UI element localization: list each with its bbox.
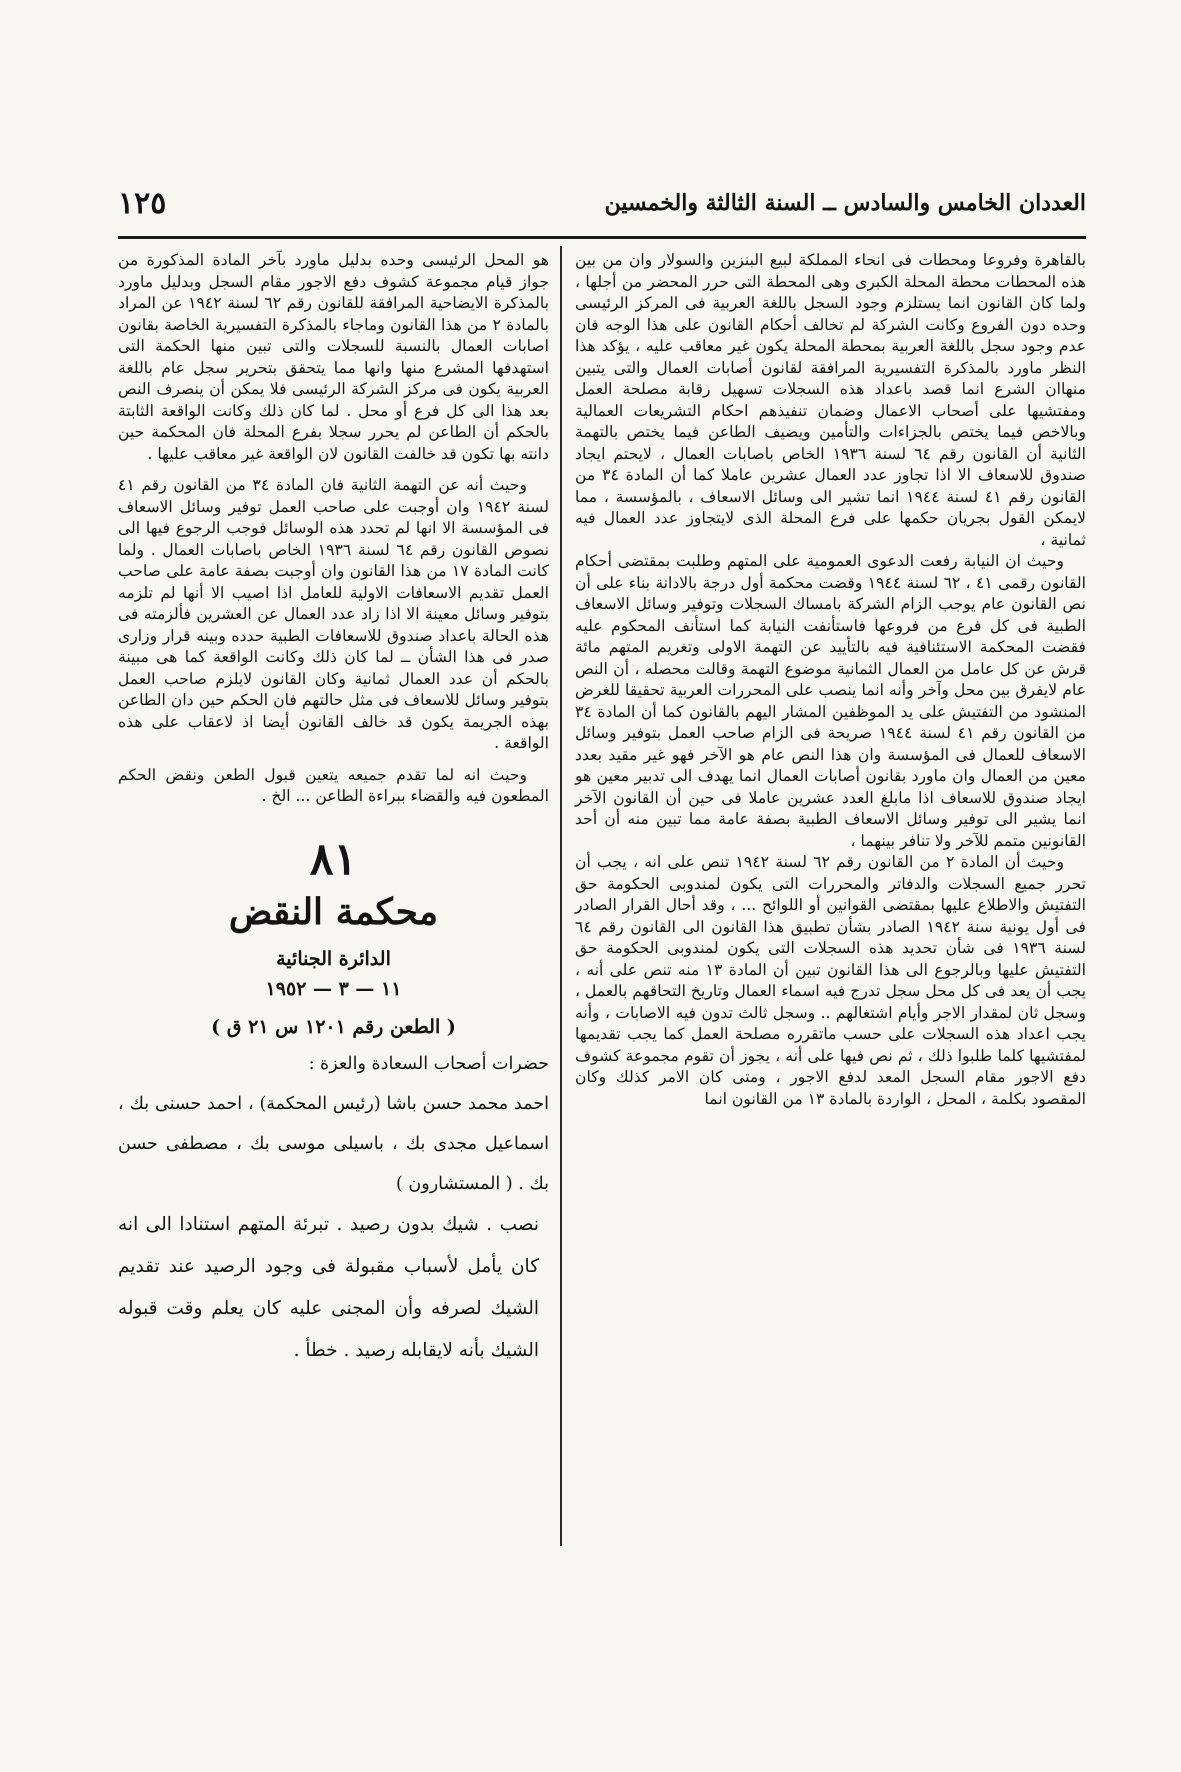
appeal-reference: ( الطعن رقم ١٢٠١ س ٢١ ق ) (211, 1015, 456, 1038)
right-column (575, 250, 1086, 1110)
running-header (118, 186, 1086, 232)
headnote: نصب . شيك بدون رصيد . تبرئة المتهم استنادا الى انه كان يأمل لأسباب مقبولة فى وجود الرصيد عند تقديم الشيك لصرفه وأن المجنى عليه كان يعلم وقت قبوله الشيك بأنه لايقابله رصيد . خطأ . (118, 1213, 539, 1361)
paragraph: وحيث أنه عن التهمة الثانية فان المادة ٣٤ من القانون رقم ٤١ لسنة ١٩٤٢ وان أوجبت على صاحب العمل توفير وسائل الاسعاف فى المؤسسة الا انها لم تحدد هذه الوسائل فوجب الرجوع فيها الى نصوص القانون رقم ٦٤ لسنة ١٩٣٦ الخاص باصابات العمال . ولما كانت المادة ١٧ من هذا القانون وان أوجبت بصفة عامة على صاحب العمل تقديم الاسعافات الاولية للعامل اذا اصيب الا أنها لم تلزمه بتوفير وسائل معينة الا اذا زاد عدد العمال عن العشرين فألزمته فى هذه الحالة باعداد صندوق للاسعافات الطبية حدده وبينه قرار وزارى صدر فى هذا الشأن ــ لما كان ذلك وكانت الواقعة كما هى مبينة بالحكم أن عدد العمال ثمانية وكان القانون لايلزم صاحب العمل بتوفير وسائل للاسعاف فى مثل حالتهم فان الحكم حين دان الطاعن بهذه الجريمة يكون قد خالف القانون أيضا اذ لاعقاب على هذه الواقعة . (118, 476, 550, 752)
header-rule (118, 236, 1086, 239)
paragraph: وحيث أن المادة ٢ من القانون رقم ٦٢ لسنة ١٩٤٢ تنص على انه ، يجب أن تحرر جميع السجلات والدفاتر والمحررات التى يكون لمندوبى الحكومة حق التفتيش والاطلاع عليها بمقتضى القوانين أو اللوائح ... ، وقد أحال القرار الصادر فى أول يونية سنة ١٩٤٢ الصادر بشأن تطبيق هذا القانون الى القانون رقم ٦٤ لسنة ١٩٣٦ فى شأن تحديد هذه السجلات التى يكون لمندوبى الحكومة حق التفتيش عليها وبالرجوع الى هذا القانون تبين أن المادة ١٣ منه تنص على أنه ، يجب أن يعد فى كل محل سجل تدرج فيه اسماء العمال وتاريخ التحاقهم بالعمل ، وسجل ثان لمقدار الاجر وأيام اشتغالهم .. وسجل ثالث تدون فيه الاصابات ، وأنه يجب اعداد هذه السجلات على حسب ماتقرره مصلحة العمل كما يجب تقديمها لمفتشيها كلما طلبوا ذلك ، ثم نص فيها على أنه ، يجوز أن تقوم مجموعة كشوف دفع الاجور مقام السجل المعد لدفع الاجور ، ومتى كان الامر كذلك وكان المقصود بكلمة ، المحل ، الواردة بالمادة ١٣ من القانون انما (575, 853, 1086, 1108)
paragraph: بالقاهرة وفروعا ومحطات فى انحاء المملكة لبيع البنزين والسولار وان من بين هذه المحطات محطة المحلة الكبرى وهى المحطة التى حرر المحضر من أجلها ، ولما كان القانون انما يستلزم وجود السجل باللغة العربية فى المركز الرئيسى وحده دون الفروع وكانت الشركة لم تخالف أحكام القانون على هذا الوجه فان عدم وجود سجل باللغة العربية بمحطة المحلة يكون غير معاقب عليه ، يؤكد هذا النظر ماورد بالمذكرة التفسيرية المرافقة لقانون أصابات العمال والتى يتبين منهاان الشرع انما قصد باعداد هذه السجلات تسهيل رقابة مصلحة العمل ومفتشيها على أصحاب الاعمال وضمان تنفيذهم احكام التشريعات العمالية وبالاخص فيما يختص بالجزاءات والتأمين ويضيف الطاعن فيما يختص بالتهمة الثانية أن القانون رقم ٦٤ لسنة ١٩٣٦ الخاص باصابات العمال ، لايحتم ايجاد صندوق للاسعاف الا اذا تجاوز عدد العمال عشرين عاملا كما أن المادة ٣٤ من القانون رقم ٤١ لسنة ١٩٤٤ انما تشير الى وسائل الاسعاف ، بالمؤسسة ، مما لايمكن القول بجريان حكمها على فرع المحلة الذى لايتجاوز عدد العمال فيه ثمانية ، (575, 251, 1086, 549)
court-name: محكمة النقض (228, 890, 439, 933)
issue-title: العددان الخامس والسادس ــ السنة الثالثة والخمسين (604, 190, 1086, 216)
ruling-number: ٨١ (309, 833, 358, 885)
paragraph: وحيث انه لما تقدم جميعه يتعين قبول الطعن ونقض الحكم المطعون فيه والقضاء ببراءة الطاعن ... الخ . (118, 765, 549, 805)
chamber-name: الدائرة الجنائية (276, 947, 391, 970)
paragraph: وحيث ان النيابة رفعت الدعوى العمومية على المتهم وطلبت بمقتضى أحكام القانون رقمى ٤١ ، ٦٢ لسنة ١٩٤٤ وقضت محكمة أول درجة بالادانة بناء على أن نص القانون عام يوجب الزام الشركة بامساك السجلات وتوفير وسائل الاسعاف الطبية فى كل فرع من فروعها فاستأنفت النيابة كما استأنف المحكوم عليه فقضت المحكمة الاستئنافية فيه بالتأييد عن التهمة الاولى وتغريم المتهم مائة قرش عن كل عامل من العمال الثمانية موضوع التهمة وقالت محصله ، أن النص عام لايفرق بين محل وآخر وأنه انما ينصب على المحررات العربية تحقيقا للغرض المنشود من التفتيش على يد الموظفين المشار اليهم بالقانون كما أن المادة ٣٤ من القانون رقم ٤١ لسنة ١٩٤٤ صريحة فى الزام صاحب العمل بتوفير وسائل الاسعاف للعمال فى المؤسسة وان هذا النص عام هو الآخر فهو غير مقيد بعدد معين من العمال وان ماورد بقانون أصابات العمال انما يهدف الى تدبير معين هو ايجاد صندوق للاسعاف اذا مابلغ العدد عشرين عاملا فى حين أن القانون الآخر انما يشير الى توفير وسائل الاسعاف الطبية بصفة عامة مما تبين منه أن أحد القانونين متمم للآخر ولا تنافر بينهما ، (575, 552, 1087, 850)
paragraph: هو المحل الرئيسى وحده بدليل ماورد بآخر المادة المذكورة من جواز قيام مجموعة كشوف دفع الاجور مقام السجل وبدليل ماورد بالمذكرة الايضاحية المرافقة للقانون رقم ٦٢ لسنة ١٩٤٢ عن المراد بالمادة ٢ من هذا القانون وماجاء بالمذكرة التفسيرية الخاصة بقانون اصابات العمال بالنسبة للسجلات والتى تبين منها الحكمة التى استهدفها المشرع منها وانها مما يتحقق بتحرير سجل عام باللغة العربية يكون فى مركز الشركة الرئيسى فلا يمكن أن ينصرف النص بعد هذا الى كل فرع أو محل . لما كان ذلك وكانت الواقعة الثابتة بالحكم أن الطاعن لم يحرر سجلا بفرع المحلة فان المحكمة حين دانته بها تكون قد خالفت القانون لان الواقعة غير معاقب عليها . (118, 251, 549, 463)
ruling-date: ١١ — ٣ — ١٩٥٢ (265, 977, 402, 1000)
left-column (118, 250, 549, 1372)
column-divider (560, 246, 562, 1546)
page-number: ١٢٥ (118, 186, 167, 221)
bench-intro: حضرات أصحاب السعادة والعزة : (308, 1053, 549, 1074)
bench-names: احمد محمد حسن باشا (رئيس المحكمة) ، احمد حسنى بك ، اسماعيل مجدى بك ، باسيلى موسى بك ، مصطفى حسن بك . ( المستشارون ) (118, 1093, 549, 1194)
